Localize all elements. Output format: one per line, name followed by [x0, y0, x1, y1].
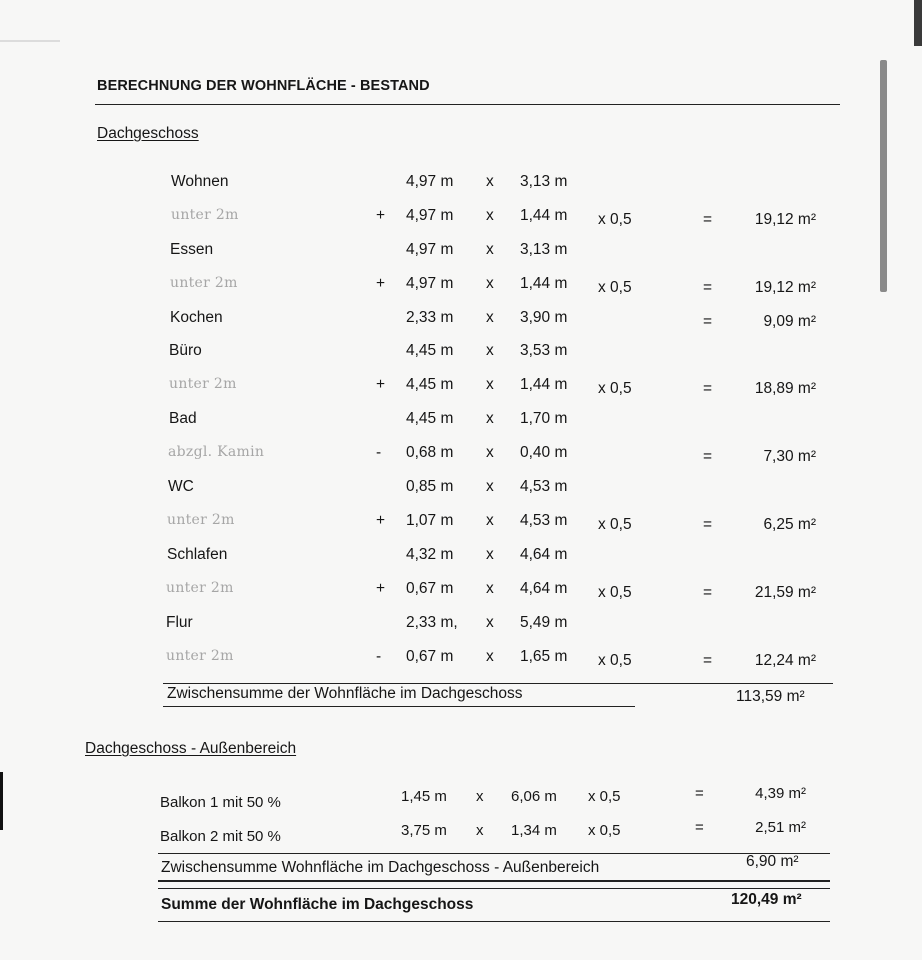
subtotal-ab-value: 6,90 m² — [746, 853, 799, 870]
row-result: 12,24 m² — [754, 652, 816, 669]
row-multiply-sign: x — [486, 275, 494, 292]
row-multiply-sign: x — [486, 342, 494, 359]
table-row — [0, 376, 922, 402]
row-dimension-a: 0,67 m — [406, 648, 454, 665]
scan-artifact-top — [0, 40, 60, 42]
row-dimension-a: 4,45 m — [406, 342, 454, 359]
row-label: unter 2m — [169, 376, 237, 392]
row-label: unter 2m — [171, 207, 239, 223]
row-multiply-sign: x — [486, 309, 494, 326]
table-row — [0, 410, 922, 436]
balcony-dimension-a: 1,45 m — [401, 788, 447, 805]
table-row — [0, 648, 922, 674]
row-label: Flur — [166, 614, 193, 631]
row-multiply-sign: x — [486, 546, 494, 563]
balcony-equals-sign: = — [695, 785, 704, 802]
row-label: Wohnen — [171, 173, 229, 190]
balcony-label: Balkon 2 mit 50 % — [160, 828, 281, 845]
row-result: 6,25 m² — [763, 516, 816, 533]
document-title: BERECHNUNG DER WOHNFLÄCHE - BESTAND — [97, 78, 430, 94]
row-result: 21,59 m² — [754, 584, 816, 601]
row-operator: + — [376, 275, 386, 292]
row-dimension-a: 0,67 m — [406, 580, 454, 597]
total-rule-top — [158, 880, 830, 882]
row-equals-sign: = — [703, 584, 713, 601]
section-heading-dachgeschoss: Dachgeschoss — [97, 125, 199, 142]
row-label: Essen — [170, 241, 214, 258]
row-dimension-b: 5,49 m — [520, 614, 568, 631]
subtotal-rule-top — [163, 683, 833, 684]
title-rule — [95, 104, 840, 105]
row-factor: x 0,5 — [598, 279, 632, 296]
table-row — [0, 275, 922, 301]
row-dimension-b: 1,65 m — [520, 648, 568, 665]
row-label: Bad — [169, 410, 197, 427]
subtotal-rule-bottom — [163, 706, 635, 707]
section-heading-aussenbereich: Dachgeschoss - Außenbereich — [85, 740, 297, 757]
row-factor: x 0,5 — [598, 380, 632, 397]
row-dimension-b: 4,53 m — [520, 512, 568, 529]
row-equals-sign: = — [703, 211, 713, 228]
table-row — [0, 241, 922, 267]
row-operator: + — [376, 580, 386, 597]
row-factor: x 0,5 — [598, 584, 632, 601]
row-multiply-sign: x — [486, 444, 494, 461]
row-dimension-b: 3,90 m — [520, 309, 568, 326]
scan-artifact-corner — [914, 0, 922, 46]
row-multiply-sign: x — [486, 241, 494, 258]
row-multiply-sign: x — [486, 173, 494, 190]
subtotal-dg-value: 113,59 m² — [736, 688, 805, 705]
row-dimension-a: 4,32 m — [406, 546, 454, 563]
balcony-multiply-sign: x — [476, 788, 484, 805]
table-row — [0, 342, 922, 368]
balcony-result: 2,51 m² — [755, 819, 806, 836]
table-row — [0, 173, 922, 199]
row-dimension-b: 0,40 m — [520, 444, 568, 461]
total-rule-bottom — [158, 921, 830, 922]
subtotal-dg-label: Zwischensumme der Wohnfläche im Dachgeschoss — [167, 685, 523, 702]
total-rule-top-second — [158, 888, 830, 889]
row-result: 19,12 m² — [754, 211, 816, 228]
balcony-row — [0, 819, 922, 851]
row-dimension-b: 4,64 m — [520, 546, 568, 563]
table-row — [0, 580, 922, 606]
row-dimension-a: 4,97 m — [406, 173, 454, 190]
row-operator: + — [376, 376, 386, 393]
row-operator: - — [376, 648, 382, 665]
row-dimension-a: 4,97 m — [406, 241, 454, 258]
row-multiply-sign: x — [486, 376, 494, 393]
row-dimension-a: 4,45 m — [406, 376, 454, 393]
row-equals-sign: = — [703, 380, 713, 397]
row-label: unter 2m — [166, 580, 234, 596]
row-label: abzgl. Kamin — [168, 444, 265, 460]
row-label: Kochen — [170, 309, 223, 326]
row-equals-sign: = — [703, 313, 713, 330]
total-label: Summe der Wohnfläche im Dachgeschoss — [161, 896, 474, 913]
row-multiply-sign: x — [486, 478, 494, 495]
row-operator: + — [376, 512, 386, 529]
row-factor: x 0,5 — [598, 211, 632, 228]
row-multiply-sign: x — [486, 648, 494, 665]
row-dimension-b: 1,44 m — [520, 376, 568, 393]
row-multiply-sign: x — [486, 207, 494, 224]
row-dimension-a: 0,68 m — [406, 444, 454, 461]
row-label: Büro — [169, 342, 202, 359]
row-dimension-a: 1,07 m — [406, 512, 454, 529]
total-value: 120,49 m² — [731, 891, 802, 908]
row-label: unter 2m — [170, 275, 238, 291]
balcony-result: 4,39 m² — [755, 785, 806, 802]
row-multiply-sign: x — [486, 614, 494, 631]
row-equals-sign: = — [703, 516, 713, 533]
row-multiply-sign: x — [486, 580, 494, 597]
row-operator: - — [376, 444, 382, 461]
row-dimension-b: 4,64 m — [520, 580, 568, 597]
row-equals-sign: = — [703, 652, 713, 669]
balcony-dimension-a: 3,75 m — [401, 822, 447, 839]
row-label: WC — [168, 478, 194, 495]
table-row — [0, 512, 922, 538]
row-label: unter 2m — [166, 648, 234, 664]
row-dimension-b: 3,13 m — [520, 241, 568, 258]
table-row — [0, 444, 922, 470]
table-row — [0, 614, 922, 640]
table-row — [0, 309, 922, 335]
balcony-equals-sign: = — [695, 819, 704, 836]
row-result: 18,89 m² — [754, 380, 816, 397]
subtotal-ab-label: Zwischensumme Wohnfläche im Dachgeschoss - Außenbereich — [161, 859, 600, 876]
row-operator: + — [376, 207, 386, 224]
row-dimension-b: 1,70 m — [520, 410, 568, 427]
row-equals-sign: = — [703, 448, 713, 465]
row-dimension-b: 1,44 m — [520, 275, 568, 292]
row-factor: x 0,5 — [598, 516, 632, 533]
row-dimension-b: 1,44 m — [520, 207, 568, 224]
row-dimension-b: 3,53 m — [520, 342, 568, 359]
balcony-dimension-b: 1,34 m — [511, 822, 557, 839]
row-dimension-b: 3,13 m — [520, 173, 568, 190]
balcony-factor: x 0,5 — [588, 788, 621, 805]
row-dimension-a: 2,33 m, — [406, 614, 458, 631]
row-equals-sign: = — [703, 279, 713, 296]
row-dimension-a: 4,97 m — [406, 207, 454, 224]
row-dimension-a: 4,97 m — [406, 275, 454, 292]
row-factor: x 0,5 — [598, 652, 632, 669]
balcony-dimension-b: 6,06 m — [511, 788, 557, 805]
table-row — [0, 207, 922, 233]
balcony-multiply-sign: x — [476, 822, 484, 839]
row-dimension-b: 4,53 m — [520, 478, 568, 495]
row-dimension-a: 2,33 m — [406, 309, 454, 326]
row-result: 9,09 m² — [763, 313, 816, 330]
row-multiply-sign: x — [486, 512, 494, 529]
row-dimension-a: 0,85 m — [406, 478, 454, 495]
table-row — [0, 546, 922, 572]
balcony-row — [0, 785, 922, 817]
table-row — [0, 478, 922, 504]
row-multiply-sign: x — [486, 410, 494, 427]
row-label: unter 2m — [167, 512, 235, 528]
row-result: 7,30 m² — [763, 448, 816, 465]
row-dimension-a: 4,45 m — [406, 410, 454, 427]
row-label: Schlafen — [167, 546, 228, 563]
subtotal-ab-rule-top — [158, 853, 830, 854]
balcony-label: Balkon 1 mit 50 % — [160, 794, 281, 811]
row-result: 19,12 m² — [754, 279, 816, 296]
balcony-factor: x 0,5 — [588, 822, 621, 839]
